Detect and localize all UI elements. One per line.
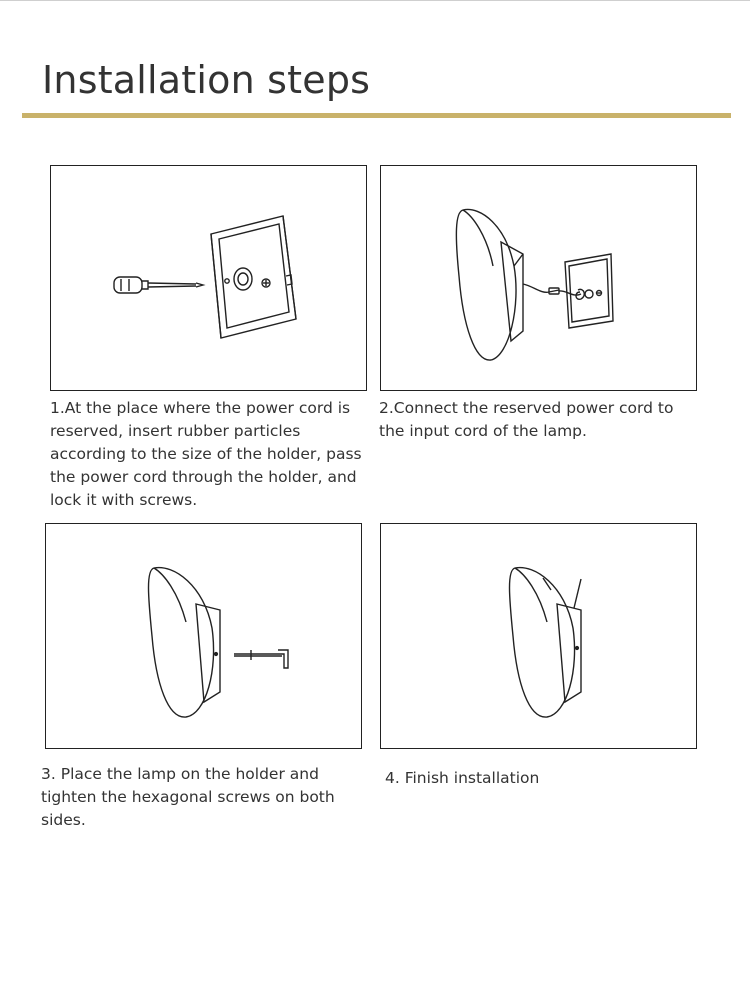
step-4-illustration	[380, 523, 697, 749]
step-1-caption: 1.At the place where the power cord is reserved, insert rubber particles according to the size of the holder, pass the power cord through the holder, and lock it with screws.	[50, 399, 362, 509]
lamp-shade	[456, 209, 516, 360]
lamp-hexkey-drawing	[46, 524, 363, 750]
step-3-illustration	[45, 523, 362, 749]
screwdriver-holder-drawing	[51, 166, 368, 392]
step-1-illustration	[50, 165, 367, 391]
wall-holder-plate	[211, 216, 296, 338]
cord-hole	[234, 268, 252, 290]
step-4-caption: 4. Finish installation	[385, 769, 540, 787]
top-border-line	[0, 0, 750, 1]
title-underline	[22, 113, 731, 118]
step-2-caption: 2.Connect the reserved power cord to the input cord of the lamp.	[379, 399, 674, 440]
installed-lamp-drawing	[381, 524, 698, 750]
lamp-wiring-drawing	[381, 166, 698, 392]
screwdriver-tip	[196, 283, 203, 287]
screwdriver-handle	[114, 277, 142, 293]
step-3-caption: 3. Place the lamp on the holder and tighten the hexagonal screws on both sides.	[41, 765, 335, 829]
hex-key	[234, 650, 288, 668]
wall-line	[574, 579, 581, 608]
step-2-illustration	[380, 165, 697, 391]
page-title: Installation steps	[42, 58, 371, 102]
